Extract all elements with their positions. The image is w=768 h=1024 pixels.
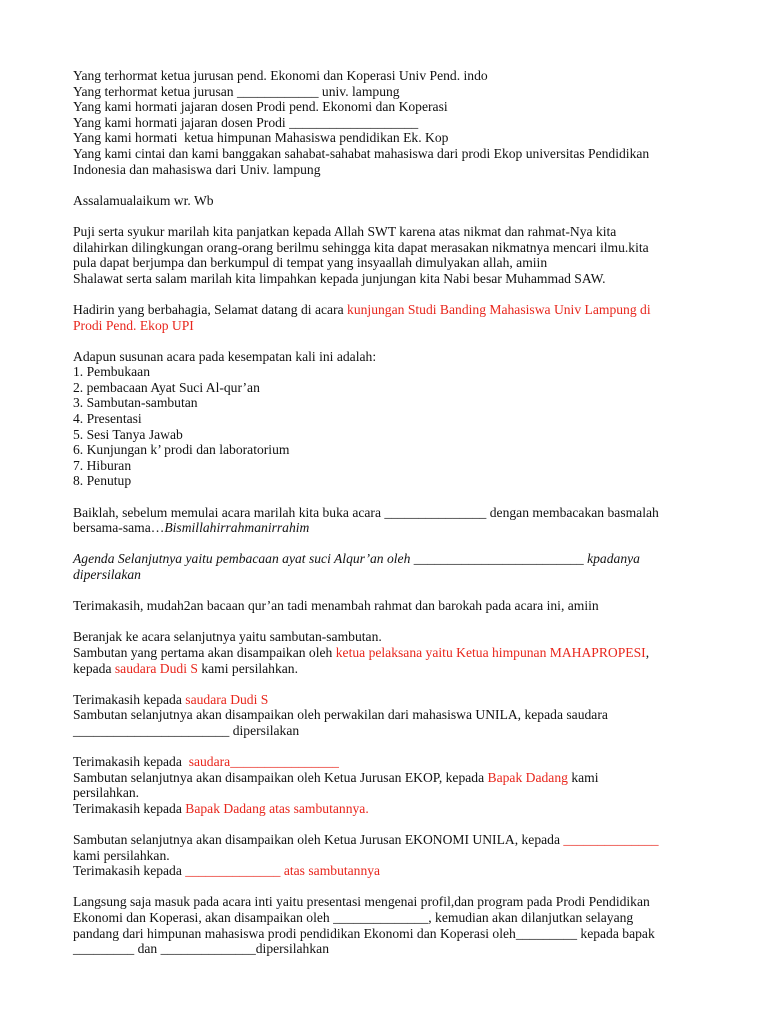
agenda-item: 3. Sambutan-sambutan — [73, 395, 198, 411]
salutation-line: Yang terhormat ketua jurusan ____________ univ. lampung — [73, 83, 400, 99]
agenda-list — [73, 349, 693, 489]
ekop-speech-line: persilahkan. — [73, 785, 140, 801]
unila-speech-line: _______________________ dipersilakan — [73, 722, 300, 738]
salutation-line: Yang terhormat ketua jurusan pend. Ekonomi dan Koperasi Univ Pend. indo — [73, 68, 488, 83]
thanks-line — [73, 863, 693, 879]
presentation-line: pandang dari himpunan mahasiswa prodi pendidikan Ekonomi dan Koperasi oleh_________ kepada bapak — [73, 925, 655, 941]
thanks-line — [73, 754, 693, 770]
speech-first-prefix: Sambutan yang pertama akan disampaikan oleh — [73, 644, 336, 660]
speaker-blank: ______________ — [563, 832, 659, 848]
speaker-name: saudara Dudi S — [114, 660, 198, 676]
speech-first-suffix: , — [645, 644, 650, 660]
opening-paragraph — [73, 505, 693, 536]
speech-first2-prefix: kepada — [73, 660, 115, 676]
thanks-prefix: Terimakasih kepada — [73, 863, 186, 879]
eko-speech-line: kami persilahkan. — [73, 847, 170, 863]
salutation-line: Yang kami hormati jajaran dosen Prodi ___________________ — [73, 114, 419, 130]
speech-first-line — [73, 645, 693, 661]
welcome-paragraph — [73, 302, 693, 333]
presentation-line: Ekonomi dan Koperasi, akan disampaikan oleh ______________, kemudian akan dilanjutkan selayang — [73, 910, 634, 926]
salutation-line: Yang kami hormati ketua himpunan Mahasiswa pendidikan Ek. Kop — [73, 130, 449, 146]
thanks-quran: Terimakasih, mudah2an bacaan qur’an tadi menambah rahmat dan barokah pada acara ini, amiin — [73, 598, 599, 614]
salutation-block — [73, 68, 693, 177]
quran-paragraph — [73, 551, 693, 582]
eko-speech-line — [73, 832, 693, 848]
presentation-paragraph — [73, 894, 693, 956]
thanks-prefix: Terimakasih kepada — [73, 691, 186, 707]
praise-line: pula dapat berjumpa dan berkumpul di tempat yang insyaallah dimulyakan allah, amiin — [73, 255, 548, 271]
thanks-prefix: Terimakasih kepada — [73, 754, 189, 770]
agenda-item: 6. Kunjungan k’ prodi dan laboratorium — [73, 442, 290, 458]
opening-line — [73, 520, 693, 536]
praise-paragraph — [73, 224, 693, 286]
ekop-suffix: kami — [567, 769, 599, 785]
ekop-speech-line — [73, 770, 693, 786]
basmalah-text: Bismillahirrahmanirrahim — [164, 520, 310, 536]
agenda-intro: Adapun susunan acara pada kesempatan kali ini adalah: — [73, 348, 377, 364]
opening-line: Baiklah, sebelum memulai acara marilah kita buka acara _______________ dengan membacakan basmalah — [73, 504, 659, 520]
document-page — [73, 68, 693, 957]
salutation-line: Indonesia dan mahasiswa dari Univ. lampung — [73, 161, 321, 177]
welcome-line — [73, 302, 693, 318]
speeches-section — [73, 629, 693, 879]
speaker-role: ketua pelaksana yaitu Ketua himpunan MAHAPROPESI — [335, 644, 646, 660]
salutation-line: Yang kami hormati jajaran dosen Prodi pend. Ekonomi dan Koperasi — [73, 99, 448, 115]
praise-line: Shalawat serta salam marilah kita limpahkan kepada junjungan kita Nabi besar Muhammad SAW. — [73, 270, 606, 286]
speaker-name: saudara Dudi S — [185, 691, 269, 707]
ekop-prefix: Sambutan selanjutnya akan disampaikan oleh Ketua Jurusan EKOP, kepada — [73, 769, 488, 785]
speech-first-line — [73, 661, 693, 677]
thanks-line — [73, 692, 693, 708]
thanks-line — [73, 801, 693, 817]
eko-prefix: Sambutan selanjutnya akan disampaikan oleh Ketua Jurusan EKONOMI UNILA, kepada — [73, 832, 564, 848]
presentation-line: Langsung saja masuk pada acara inti yaitu presentasi mengenai profil,dan program pada Prodi Pendidikan — [73, 894, 650, 910]
thanks-prefix: Terimakasih kepada — [73, 800, 186, 816]
event-name: kunjungan Studi Banding Mahasiswa Univ Lampung di — [347, 301, 651, 317]
agenda-item: 8. Penutup — [73, 473, 132, 489]
presentation-line: _________ dan ______________dipersilahkan — [73, 941, 329, 957]
agenda-item: 5. Sesi Tanya Jawab — [73, 426, 183, 442]
agenda-item: 2. pembacaan Ayat Suci Al-qur’an — [73, 379, 260, 395]
quran-line: dipersilakan — [73, 567, 141, 582]
salutation-line: Yang kami cintai dan kami banggakan sahabat-sahabat mahasiswa dari prodi Ekop universitas Pendidikan — [73, 145, 650, 161]
quran-line: Agenda Selanjutnya yaitu pembacaan ayat suci Alqur’an oleh _________________________ kpadanya — [73, 551, 640, 567]
opening-prefix: bersama-sama… — [73, 520, 165, 536]
welcome-prefix: Hadirin yang berbahagia, Selamat datang di acara — [73, 301, 348, 317]
unila-speech-line: Sambutan selanjutnya akan disampaikan oleh perwakilan dari mahasiswa UNILA, kepada saudara — [73, 707, 608, 723]
speaker-name: saudara________________ — [188, 754, 339, 770]
speaker-name: Bapak Dadang — [487, 769, 568, 785]
event-name-continued: Prodi Pend. Ekop UPI — [73, 317, 194, 333]
speaker-blank: ______________ atas sambutannya — [185, 863, 381, 879]
greeting: Assalamualaikum wr. Wb — [73, 192, 214, 208]
speaker-name: Bapak Dadang atas sambutannya. — [185, 800, 369, 816]
agenda-item: 1. Pembukaan — [73, 364, 151, 380]
speeches-intro: Beranjak ke acara selanjutnya yaitu sambutan-sambutan. — [73, 629, 382, 645]
agenda-item: 7. Hiburan — [73, 457, 132, 473]
speech-first2-suffix: kami persilahkan. — [197, 660, 298, 676]
praise-line: dilahirkan dilingkungan orang-orang berilmu sehingga kita dapat merasakan nikmatnya mencari ilmu.kita — [73, 239, 649, 255]
praise-line: Puji serta syukur marilah kita panjatkan kepada Allah SWT karena atas nikmat dan rahmat-Nya kita — [73, 223, 617, 239]
agenda-item: 4. Presentasi — [73, 411, 142, 427]
